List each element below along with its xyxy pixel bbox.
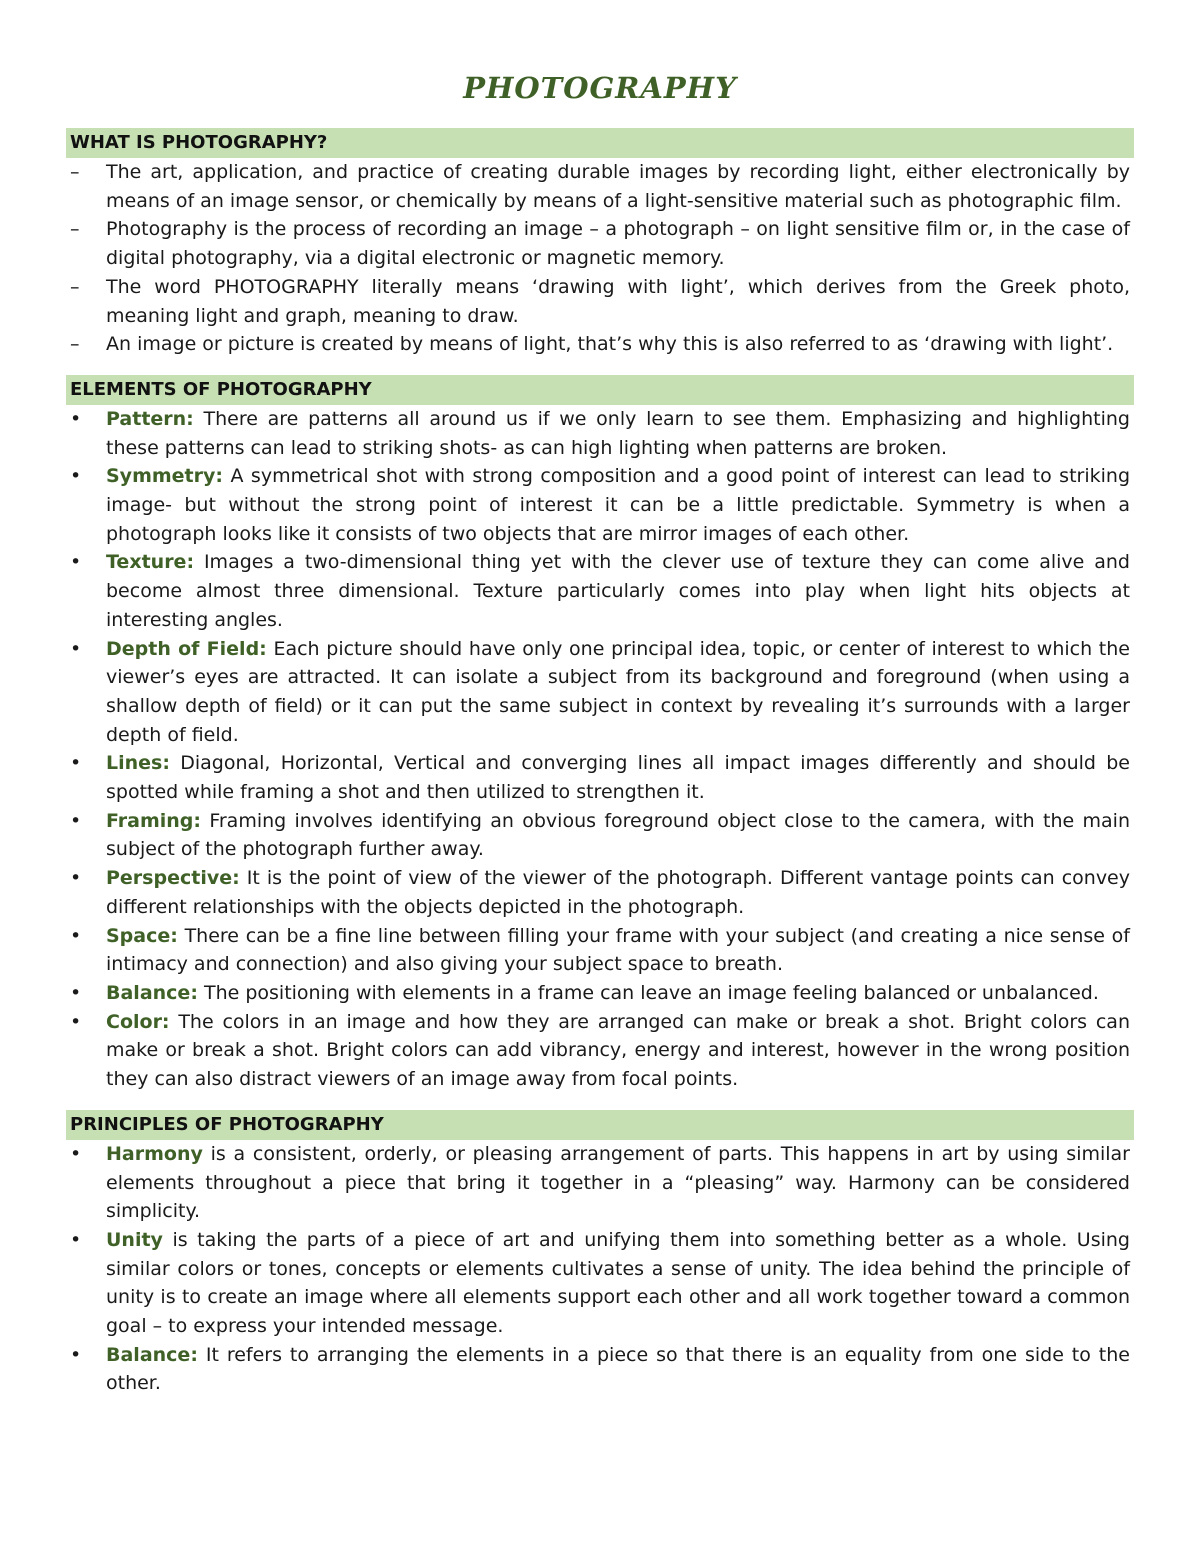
item-term: Unity: [106, 1228, 163, 1251]
bullet-icon: •: [70, 465, 82, 488]
dash-icon: –: [70, 333, 80, 356]
bullet-icon: •: [70, 867, 82, 890]
bullet-icon: •: [70, 1010, 82, 1033]
bullet-icon: •: [70, 407, 82, 430]
item-text: is a consistent, orderly, or pleasing arrangement of parts. This happens in art by using similar elements throughout a piece that bring it together in a “pleasing” way. Harmony can be considered simplicity.: [106, 1142, 1130, 1223]
item-term: Lines:: [106, 752, 170, 775]
dash-icon: –: [70, 161, 80, 183]
bullet-icon: •: [70, 1142, 82, 1165]
dash-icon: –: [70, 218, 80, 241]
item-term: Pattern:: [106, 407, 194, 430]
section-heading: PRINCIPLES OF PHOTOGRAPHY: [66, 1110, 1134, 1140]
list-item: [66, 1008, 1134, 1094]
section-list: [66, 158, 1134, 359]
item-term: Balance:: [106, 1343, 198, 1366]
item-text: The colors in an image and how they are arranged can make or break a shot. Bright colors can make or break a shot. Bright colors can add vibrancy, energy and interest, however in the wrong position they can also distract viewers of an image away from focal points.: [106, 1010, 1130, 1091]
item-term: Symmetry:: [106, 465, 223, 488]
document-title: PHOTOGRAPHY: [463, 71, 737, 105]
item-term: Harmony: [106, 1142, 203, 1165]
list-item: [66, 749, 1134, 806]
list-item: [66, 158, 1134, 215]
item-text: The art, application, and practice of creating durable images by recording light, either electronically by means of an image sensor, or chemically by means of a light-sensitive material such as photographic film.: [106, 161, 1130, 212]
bullet-icon: •: [70, 551, 82, 574]
item-text: An image or picture is created by means of light, that’s why this is also referred to as ‘drawing with light’.: [106, 333, 1114, 356]
list-item: [66, 864, 1134, 921]
item-term: Perspective:: [106, 867, 240, 890]
item-text: Photography is the process of recording an image – a photograph – on light sensitive film or, in the case of digital photography, via a digital electronic or magnetic memory.: [106, 218, 1130, 270]
item-term: Depth of Field:: [106, 637, 267, 660]
item-text: Diagonal, Horizontal, Vertical and converging lines all impact images differently and should be spotted while framing a shot and then utilized to strengthen it.: [106, 752, 1130, 804]
bullet-icon: •: [70, 809, 82, 832]
item-text: It is the point of view of the viewer of the photograph. Different vantage points can convey different relationships with the objects depicted in the photograph.: [106, 867, 1130, 918]
section-list: [66, 405, 1134, 1094]
list-item: [66, 1226, 1134, 1341]
item-text: There can be a fine line between filling your frame with your subject (and creating a nice sense of intimacy and connection) and also giving your subject space to breath.: [106, 924, 1130, 976]
item-term: Color:: [106, 1010, 170, 1033]
list-item: [66, 330, 1134, 359]
list-item: [66, 462, 1134, 548]
list-item: [66, 1140, 1134, 1226]
section-2: [66, 375, 1134, 1094]
list-item: [66, 215, 1134, 272]
bullet-icon: •: [70, 924, 82, 947]
section-list: [66, 1140, 1134, 1398]
list-item: [66, 1341, 1134, 1398]
list-item: [66, 979, 1134, 1008]
list-item: [66, 635, 1134, 750]
item-text: The word PHOTOGRAPHY literally means ‘drawing with light’, which derives from the Greek photo, meaning light and graph, meaning to draw.: [106, 275, 1130, 327]
list-item: [66, 405, 1134, 462]
section-3: [66, 1110, 1134, 1398]
list-item: [66, 807, 1134, 864]
item-text: There are patterns all around us if we only learn to see them. Emphasizing and highlighting these patterns can lead to striking shots- as can high lighting when patterns are broken.: [106, 407, 1130, 459]
list-item: [66, 273, 1134, 330]
item-text: is taking the parts of a piece of art and unifying them into something better as a whole. Using similar colors or tones, concepts or elements cultivates a sense of unity. The idea behind the principle of unity is to create an image where all elements support each other and all work together toward a common goal – to express your intended message.: [106, 1228, 1130, 1338]
sections-container: [66, 128, 1134, 1398]
item-text: The positioning with elements in a frame can leave an image feeling balanced or unbalanced.: [197, 981, 1099, 1004]
bullet-icon: •: [70, 981, 82, 1004]
item-term: Space:: [106, 924, 178, 947]
list-item: [66, 548, 1134, 634]
list-item: [66, 922, 1134, 979]
item-text: Framing involves identifying an obvious foreground object close to the camera, with the main subject of the photograph further away.: [106, 809, 1130, 861]
bullet-icon: •: [70, 752, 82, 775]
document-page: [66, 66, 1134, 1398]
item-text: A symmetrical shot with strong composition and a good point of interest can lead to striking image- but without the strong point of interest it can be a little predictable. Symmetry is when a photograph looks like it consists of two objects that are mirror images of each other.: [106, 465, 1130, 545]
item-text: It refers to arranging the elements in a piece so that there is an equality from one side to the other.: [106, 1343, 1130, 1395]
item-term: Texture:: [106, 551, 195, 574]
item-text: Images a two-dimensional thing yet with the clever use of texture they can come alive and become almost three dimensional. Texture particularly comes into play when light hits objects at interesting angles.: [106, 551, 1130, 631]
item-text: Each picture should have only one principal idea, topic, or center of interest to which the viewer’s eyes are attracted. It can isolate a subject from its background and foreground (when using a shallow depth of field) or it can put the same subject in context by revealing it’s surrounds with a larger depth of field.: [106, 637, 1130, 746]
item-term: Framing:: [106, 809, 201, 832]
item-term: Balance:: [106, 981, 198, 1004]
bullet-icon: •: [70, 637, 82, 660]
bullet-icon: •: [70, 1343, 82, 1366]
bullet-icon: •: [70, 1228, 82, 1251]
section-heading: WHAT IS PHOTOGRAPHY?: [66, 128, 1134, 158]
section-heading: ELEMENTS OF PHOTOGRAPHY: [66, 375, 1134, 405]
dash-icon: –: [70, 275, 80, 298]
section-1: [66, 128, 1134, 359]
